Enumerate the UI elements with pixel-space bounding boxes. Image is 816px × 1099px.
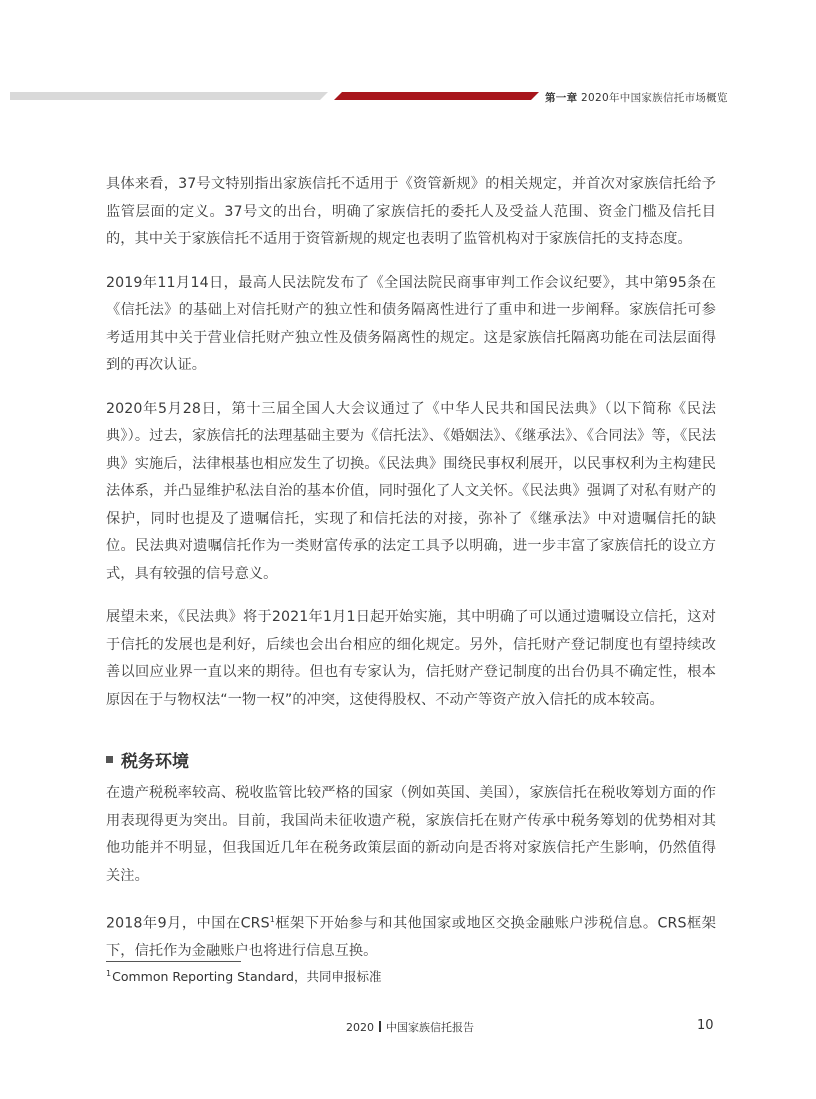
footnote [106,967,381,985]
header-gray-bar [10,92,328,100]
paragraph: 在遗产税税率较高、税收监管比较严格的国家（例如英国、美国），家族信托在税收筹划方面的作用表现得更为突出。目前，我国尚未征收遗产税，家族信托在财产传承中税务筹划的优势相对其他功能并不明显，但我国近几年在税务政策层面的新动向是否将对家族信托产生影响，仍然值得关注。 [106,785,716,884]
chapter-label: 第一章 [545,92,578,104]
body-content [106,171,716,982]
footnote-marker: 1 [106,969,112,978]
paragraph: 2019年11月14日，最高人民法院发布了《全国法院民商事审判工作会议纪要》，其中第95条在《信托法》的基础上对信托财产的独立性和债务隔离性进行了重申和进一步阐释。家族信托可参考适用其中关于营业信托财产独立性及债务隔离性的规定。这是家族信托隔离功能在司法层面得到的再次认证。 [106,274,716,373]
section-heading [106,743,716,775]
paragraph-text: 2018年9月，中国在CRS [106,915,270,932]
paragraph: 具体来看，37号文特别指出家族信托不适用于《资管新规》的相关规定，并首次对家族信托给予监管层面的定义。37号文的出台，明确了家族信托的委托人及受益人范围、资金门槛及信托目的，其中关于家族信托不适用于资管新规的规定也表明了监管机构对于家族信托的支持态度。 [106,176,716,247]
chapter-header [545,90,728,105]
footer-report: 中国家族信托报告 [386,1021,474,1034]
section-title: 税务环境 [121,751,189,772]
page-number: 10 [697,1018,714,1033]
paragraph: 2020年5月28日，第十三届全国人大会议通过了《中华人民共和国民法典》（以下简称《民法典》）。过去，家族信托的法理基础主要为《信托法》、《婚姻法》、《继承法》、《合同法》等，《民法典》实施后，法律根基也相应发生了切换。《民法典》围绕民事权利展开，以民事权利为主构建民法体系，并凸显维护私法自治的基本价值，同时强化了人文关怀。《民法典》强调了对私有财产的保护，同时也提及了遗嘱信托，实现了和信托法的对接，弥补了《继承法》中对遗嘱信托的缺位。民法典对遗嘱信托作为一类财富传承的法定工具予以明确，进一步丰富了家族信托的设立方式，具有较强的信号意义。 [106,400,716,582]
footer-separator [379,1021,381,1032]
footnote-divider [106,961,241,962]
footnote-text: Common Reporting Standard，共同申报标准 [112,969,382,984]
footer-year: 2020 [346,1021,374,1034]
paragraph: 展望未来，《民法典》将于2021年1月1日起开始实施，其中明确了可以通过遗嘱设立信托，这对于信托的发展也是利好，后续也会出台相应的细化规定。另外，信托财产登记制度也有望持续改善以回应业界一直以来的期待。但也有专家认为，信托财产登记制度的出台仍具不确定性，根本原因在于与物权法“一物一权”的冲突，这使得股权、不动产等资产放入信托的成本较高。 [106,609,716,708]
footnote-ref[interactable]: 1 [269,915,275,924]
header-red-bar [334,92,539,100]
square-bullet-icon [106,756,113,763]
chapter-title: 2020年中国家族信托市场概览 [581,92,728,104]
paragraph-crs [106,906,716,966]
paragraph-text: 框架下开始参与和其他国家或地区交换金融账户涉税信息。CRS框架下，信托作为金融账户也将进行信息互换。 [106,915,716,960]
footer-report-title [346,1019,474,1035]
